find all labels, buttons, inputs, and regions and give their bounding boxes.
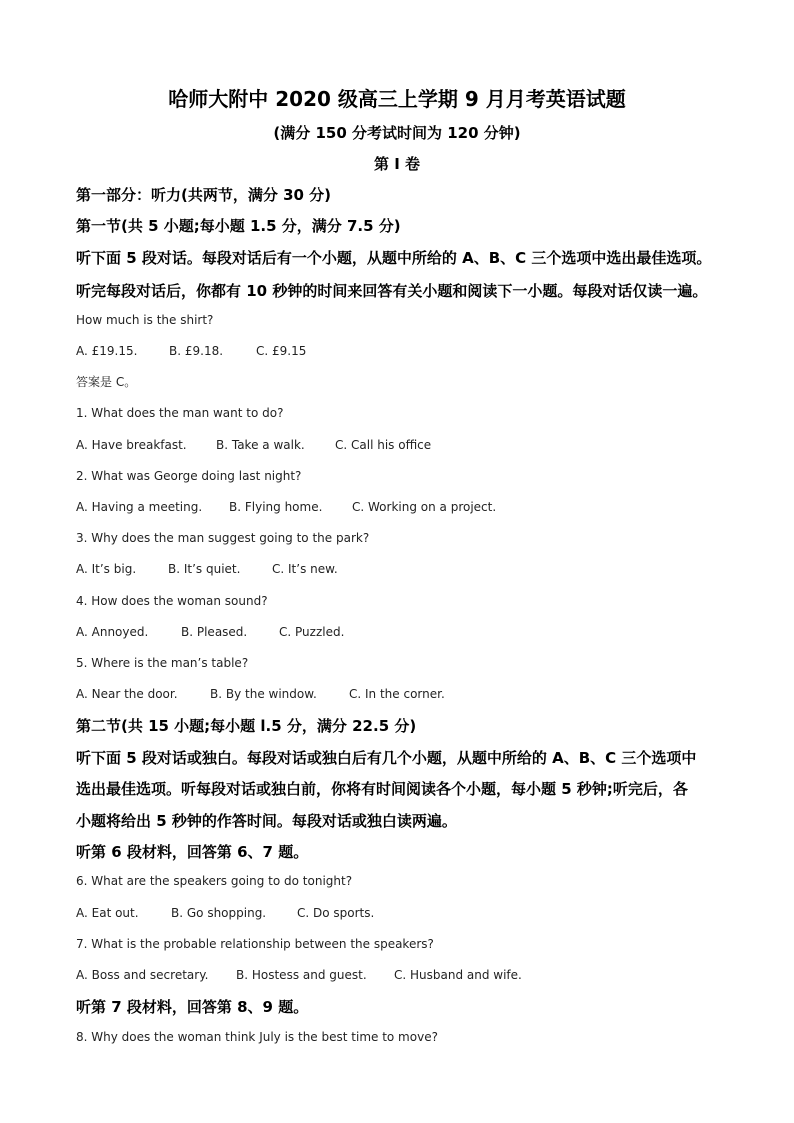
option-a: A. Boss and secretary. (76, 968, 209, 982)
question-6: 6. What are the speakers going to do tonight? (76, 874, 353, 888)
option-c: C. Working on a project. (352, 500, 497, 514)
option-c: C. Call his office (335, 438, 432, 452)
option-a: A. Eat out. (76, 906, 139, 920)
question-2: 2. What was George doing last night? (76, 469, 302, 483)
question-3: 3. Why does the man suggest going to the park? (76, 531, 370, 545)
option-a: A. Having a meeting. (76, 500, 203, 514)
example-answer: 答案是 C。 (76, 375, 137, 389)
section1-instruction-line: 听完每段对话后，你都有 10 秒钟的时间来回答有关小题和阅读下一小题。每段对话仅读一遍。 (76, 282, 708, 300)
question-1: 1. What does the man want to do? (76, 406, 284, 420)
volume-label: 第 I 卷 (373, 155, 421, 173)
part1-heading: 第一部分：听力(共两节，满分 30 分) (76, 186, 332, 204)
option-b: B. Take a walk. (216, 438, 305, 452)
section2-instruction-line: 选出最佳选项。听每段对话或独白前，你将有时间阅读各个小题，每小题 5 秒钟;听完后，各 (76, 780, 688, 798)
option-c: C. Do sports. (297, 906, 375, 920)
question-8: 8. Why does the woman think July is the best time to move? (76, 1030, 438, 1044)
question-7: 7. What is the probable relationship between the speakers? (76, 937, 434, 951)
option-c: C. It’s new. (272, 562, 338, 576)
section2-instruction-line: 小题将给出 5 秒钟的作答时间。每段对话或独白读两遍。 (76, 812, 457, 830)
section1-instruction-line: 听下面 5 段对话。每段对话后有一个小题，从题中所给的 A、B、C 三个选项中选出最佳选项。 (76, 249, 712, 267)
exam-subtitle: (满分 150 分考试时间为 120 分钟) (273, 124, 521, 142)
option-c: C. In the corner. (349, 687, 445, 701)
question-4: 4. How does the woman sound? (76, 594, 268, 608)
option-a: A. It’s big. (76, 562, 137, 576)
option-c: C. Puzzled. (279, 625, 345, 639)
material-7-heading: 听第 7 段材料，回答第 8、9 题。 (76, 998, 309, 1016)
option-b: B. Flying home. (229, 500, 323, 514)
section1-heading: 第一节(共 5 小题;每小题 1.5 分，满分 7.5 分) (76, 217, 401, 235)
option-a: A. Have breakfast. (76, 438, 187, 452)
page-title: 哈师大附中 2020 级高三上学期 9 月月考英语试题 (168, 87, 626, 111)
section2-instruction-line: 听下面 5 段对话或独白。每段对话或独白后有几个小题，从题中所给的 A、B、C 三个选项中 (76, 749, 697, 767)
option-a: A. Near the door. (76, 687, 178, 701)
option-b: B. By the window. (210, 687, 317, 701)
option-b: B. Hostess and guest. (236, 968, 367, 982)
section2-heading: 第二节(共 15 小题;每小题 l.5 分，满分 22.5 分) (76, 717, 417, 735)
option-c: C. £9.15 (256, 344, 307, 358)
question-5: 5. Where is the man’s table? (76, 656, 249, 670)
option-b: B. Go shopping. (171, 906, 267, 920)
option-b: B. It’s quiet. (168, 562, 241, 576)
option-b: B. £9.18. (169, 344, 224, 358)
option-b: B. Pleased. (181, 625, 248, 639)
material-6-heading: 听第 6 段材料，回答第 6、7 题。 (76, 843, 309, 861)
option-c: C. Husband and wife. (394, 968, 522, 982)
option-a: A. £19.15. (76, 344, 138, 358)
option-a: A. Annoyed. (76, 625, 149, 639)
example-question: How much is the shirt? (76, 313, 214, 327)
